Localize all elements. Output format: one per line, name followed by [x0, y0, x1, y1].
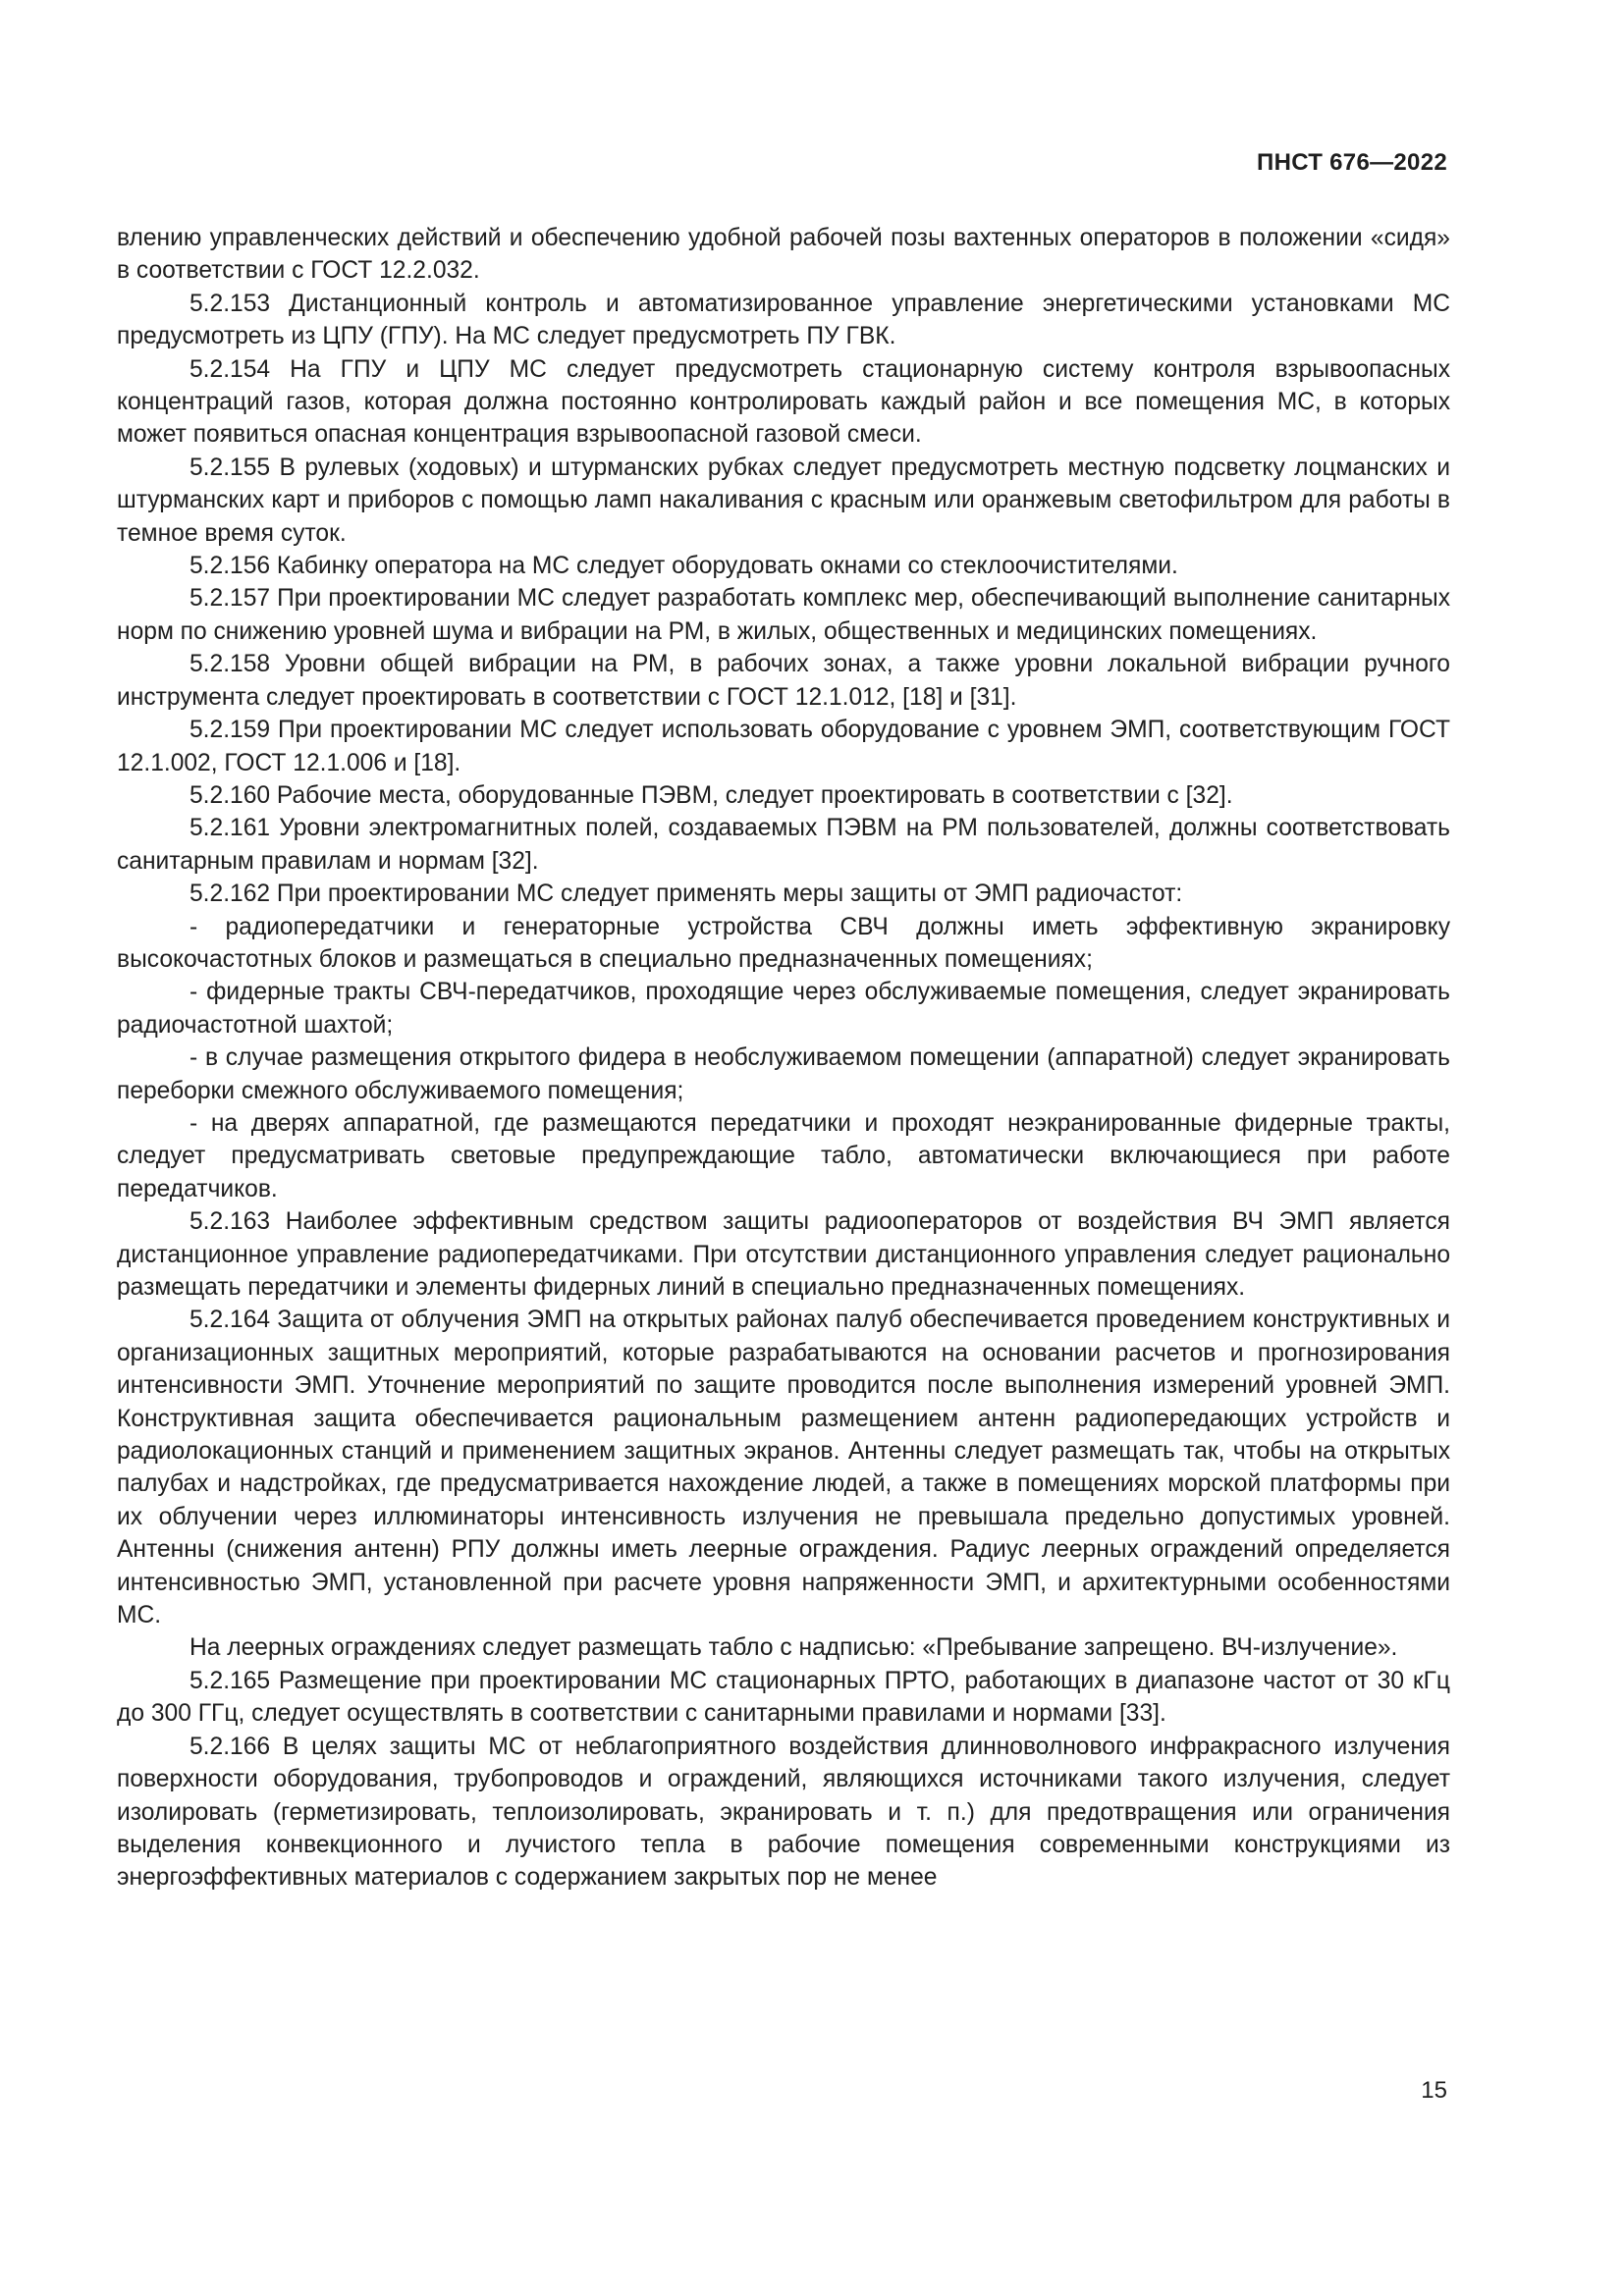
- document-body: [117, 222, 1450, 1895]
- paragraph-5-2-153: 5.2.153 Дистанционный контроль и автоматизированное управление энергетическими установками МС предусмотреть из ЦПУ (ГПУ). На МС следует предусмотреть ПУ ГВК.: [117, 290, 1450, 350]
- paragraph-5-2-156: 5.2.156 Кабинку оператора на МС следует оборудовать окнами со стеклоочистителями.: [189, 553, 1178, 580]
- paragraph-sign-text: На леерных ограждениях следует размещать табло с надписью: «Пребывание запрещено. ВЧ-излучение».: [189, 1634, 1398, 1662]
- paragraph-5-2-155: 5.2.155 В рулевых (ходовых) и штурманских рубках следует предусмотреть местную подсветку лоцманских и штурманских карт и приборов с помощью ламп накаливания с красным или оранжевым светофильтром для работы в темное время суток.: [117, 454, 1450, 547]
- paragraph-5-2-166: 5.2.166 В целях защиты МС от неблагоприятного воздействия длинноволнового инфракрасного излучения поверхности оборудования, трубопроводов и ограждений, являющихся источниками такого излучения, следует изолировать (герметизировать, теплоизолировать, экранировать и т. п.) для предотвращения или ограничения выделения конвекционного и лучистого тепла в рабочие помещения современными конструкциями из энергоэффективных материалов с содержанием закрытых пор не менее: [117, 1733, 1450, 1892]
- list-item: - на дверях аппаратной, где размещаются передатчики и проходят неэкранированные фидерные тракты, следует предусматривать световые предупреждающие табло, автоматически включающиеся при работе передатчиков.: [117, 1109, 1450, 1202]
- paragraph-5-2-163: 5.2.163 Наиболее эффективным средством защиты радиооператоров от воздействия ВЧ ЭМП является дистанционное управление радиопередатчиками. При отсутствии дистанционного управления следует рационально размещать передатчики и элементы фидерных линий в специально предназначенных помещениях.: [117, 1208, 1450, 1301]
- paragraph-5-2-161: 5.2.161 Уровни электромагнитных полей, создаваемых ПЭВМ на РМ пользователей, должны соответствовать санитарным правилам и нормам [32].: [117, 815, 1450, 875]
- document-code-header: ПНСТ 676—2022: [1257, 149, 1447, 176]
- paragraph-5-2-164: 5.2.164 Защита от облучения ЭМП на открытых районах палуб обеспечивается проведением конструктивных и организационных защитных мероприятий, которые разрабатываются на основании расчетов и прогнозирования интенсивности ЭМП. Уточнение мероприятий по защите проводится после выполнения измерений уровней ЭМП. Конструктивная защита обеспечивается рациональным размещением антенн радиопередающих устройств и радиолокационных станций и применением защитных экранов. Антенны следует размещать так, чтобы на открытых палубах и надстройках, где предусматривается нахождение людей, а также в помещениях морской платформы при их облучении через иллюминаторы интенсивность излучения не превышала предельно допустимых уровней. Антенны (снижения антенн) РПУ должны иметь леерные ограждения. Радиус леерных ограждений определяется интенсивностью ЭМП, установленной при расчете уровня напряженности ЭМП, и архитектурными особенностями МС.: [117, 1307, 1450, 1629]
- paragraph-5-2-157: 5.2.157 При проектировании МС следует разработать комплекс мер, обеспечивающий выполнение санитарных норм по снижению уровней шума и вибрации на РМ, в жилых, общественных и медицинских помещениях.: [117, 585, 1450, 645]
- paragraph-5-2-158: 5.2.158 Уровни общей вибрации на РМ, в рабочих зонах, а также уровни локальной вибрации ручного инструмента следует проектировать в соответствии с ГОСТ 12.1.012, [18] и [31].: [117, 651, 1450, 711]
- list-item: - радиопередатчики и генераторные устройства СВЧ должны иметь эффективную экранировку высокочастотных блоков и размещаться в специально предназначенных помещениях;: [117, 913, 1450, 973]
- page-number: 15: [1421, 2077, 1447, 2104]
- paragraph-5-2-154: 5.2.154 На ГПУ и ЦПУ МС следует предусмотреть стационарную систему контроля взрывоопасных концентраций газов, которая должна постоянно контролировать каждый район и все помещения МС, в которых может появиться опасная концентрация взрывоопасной газовой смеси.: [117, 355, 1450, 449]
- paragraph-5-2-162: 5.2.162 При проектировании МС следует применять меры защиты от ЭМП радиочастот:: [189, 881, 1183, 908]
- paragraph-5-2-159: 5.2.159 При проектировании МС следует использовать оборудование с уровнем ЭМП, соответствующим ГОСТ 12.1.002, ГОСТ 12.1.006 и [18].: [117, 717, 1450, 776]
- list-item: - фидерные тракты СВЧ-передатчиков, проходящие через обслуживаемые помещения, следует экранировать радиочастотной шахтой;: [117, 979, 1450, 1039]
- paragraph-5-2-160: 5.2.160 Рабочие места, оборудованные ПЭВМ, следует проектировать в соответствии с [32].: [189, 781, 1233, 809]
- paragraph-5-2-165: 5.2.165 Размещение при проектировании МС стационарных ПРТО, работающих в диапазоне частот от 30 кГц до 300 ГГц, следует осуществлять в соответствии с санитарными правилами и нормами [33].: [117, 1667, 1450, 1728]
- paragraph-continuation: влению управленческих действий и обеспечению удобной рабочей позы вахтенных операторов в положении «сидя» в соответствии с ГОСТ 12.2.032.: [117, 225, 1450, 285]
- list-item: - в случае размещения открытого фидера в необслуживаемом помещении (аппаратной) следует экранировать переборки смежного обслуживаемого помещения;: [117, 1044, 1450, 1104]
